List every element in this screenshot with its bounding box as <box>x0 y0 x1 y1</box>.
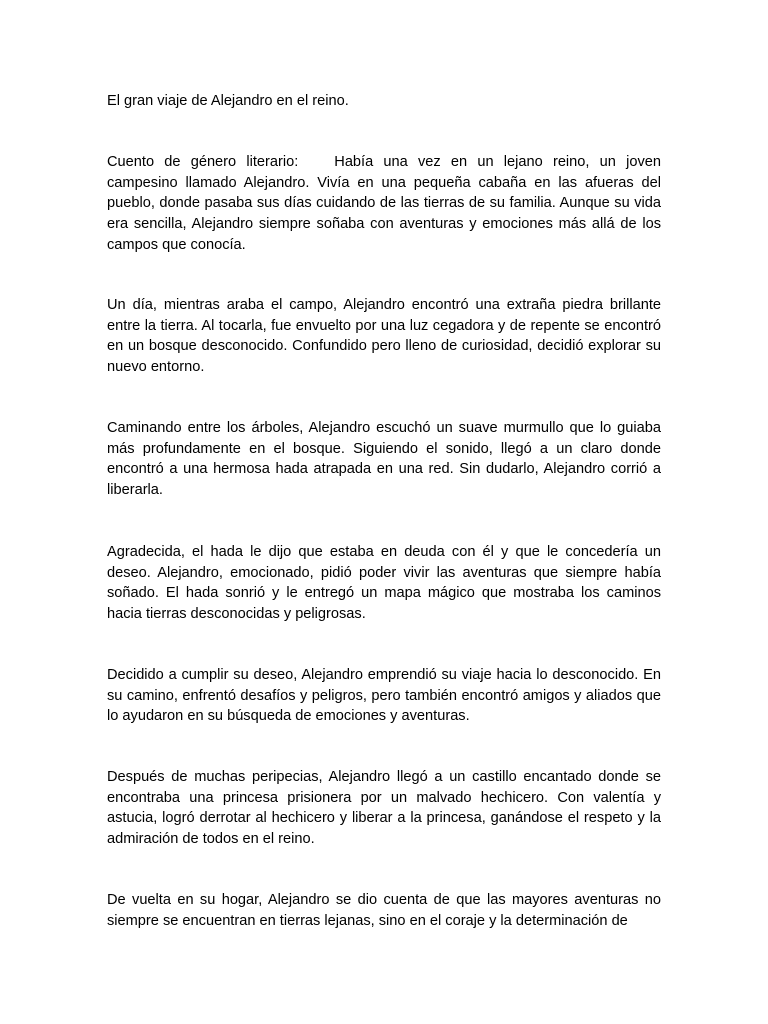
paragraph-5: Decidido a cumplir su deseo, Alejandro emprendió su viaje hacia lo desconocido. En su camino, enfrentó desafíos y peligros, pero también encontró amigos y aliados que lo ayudaron en su búsqueda de emociones y aventuras. <box>107 667 661 725</box>
paragraph-6: Después de muchas peripecias, Alejandro llegó a un castillo encantado donde se encontraba una princesa prisionera por un malvado hechicero. Con valentía y astucia, logró derrotar al hechicero y liberar a la princesa, ganándose el respeto y la admiración de todos en el reino. <box>107 769 661 848</box>
document-title: El gran viaje de Alejandro en el reino. <box>107 93 349 109</box>
paragraph-1-body: Había una vez en un lejano reino, un joven campesino llamado Alejandro. Vivía en una pequeña cabaña en las afueras del pueblo, donde pasaba sus días cuidando de las tierras de su familia. Aunque su vida era sencilla, Alejandro siempre soñaba con aventuras y emociones más allá de los campos que conocía. <box>107 154 662 253</box>
paragraph-1 <box>107 152 661 256</box>
paragraph-7: De vuelta en su hogar, Alejandro se dio cuenta de que las mayores aventuras no siempre se encuentran en tierras lejanas, sino en el coraje y la determinación de <box>107 892 661 929</box>
paragraph-2: Un día, mientras araba el campo, Alejandro encontró una extraña piedra brillante entre la tierra. Al tocarla, fue envuelto por una luz cegadora y de repente se encontró en un bosque desconocido. Confundido pero lleno de curiosidad, decidió explorar su nuevo entorno. <box>107 297 661 376</box>
paragraph-4: Agradecida, el hada le dijo que estaba en deuda con él y que le concedería un deseo. Alejandro, emocionado, pidió poder vivir las aventuras que siempre había soñado. El hada sonrió y le entregó un mapa mágico que mostraba los caminos hacia tierras desconocidas y peligrosas. <box>107 544 661 623</box>
paragraph-3: Caminando entre los árboles, Alejandro escuchó un suave murmullo que lo guiaba más profundamente en el bosque. Siguiendo el sonido, llegó a un claro donde encontró a una hermosa hada atrapada en una red. Sin dudarlo, Alejandro corrió a liberarla. <box>107 420 661 499</box>
genre-label: Cuento de género literario: <box>107 154 299 170</box>
